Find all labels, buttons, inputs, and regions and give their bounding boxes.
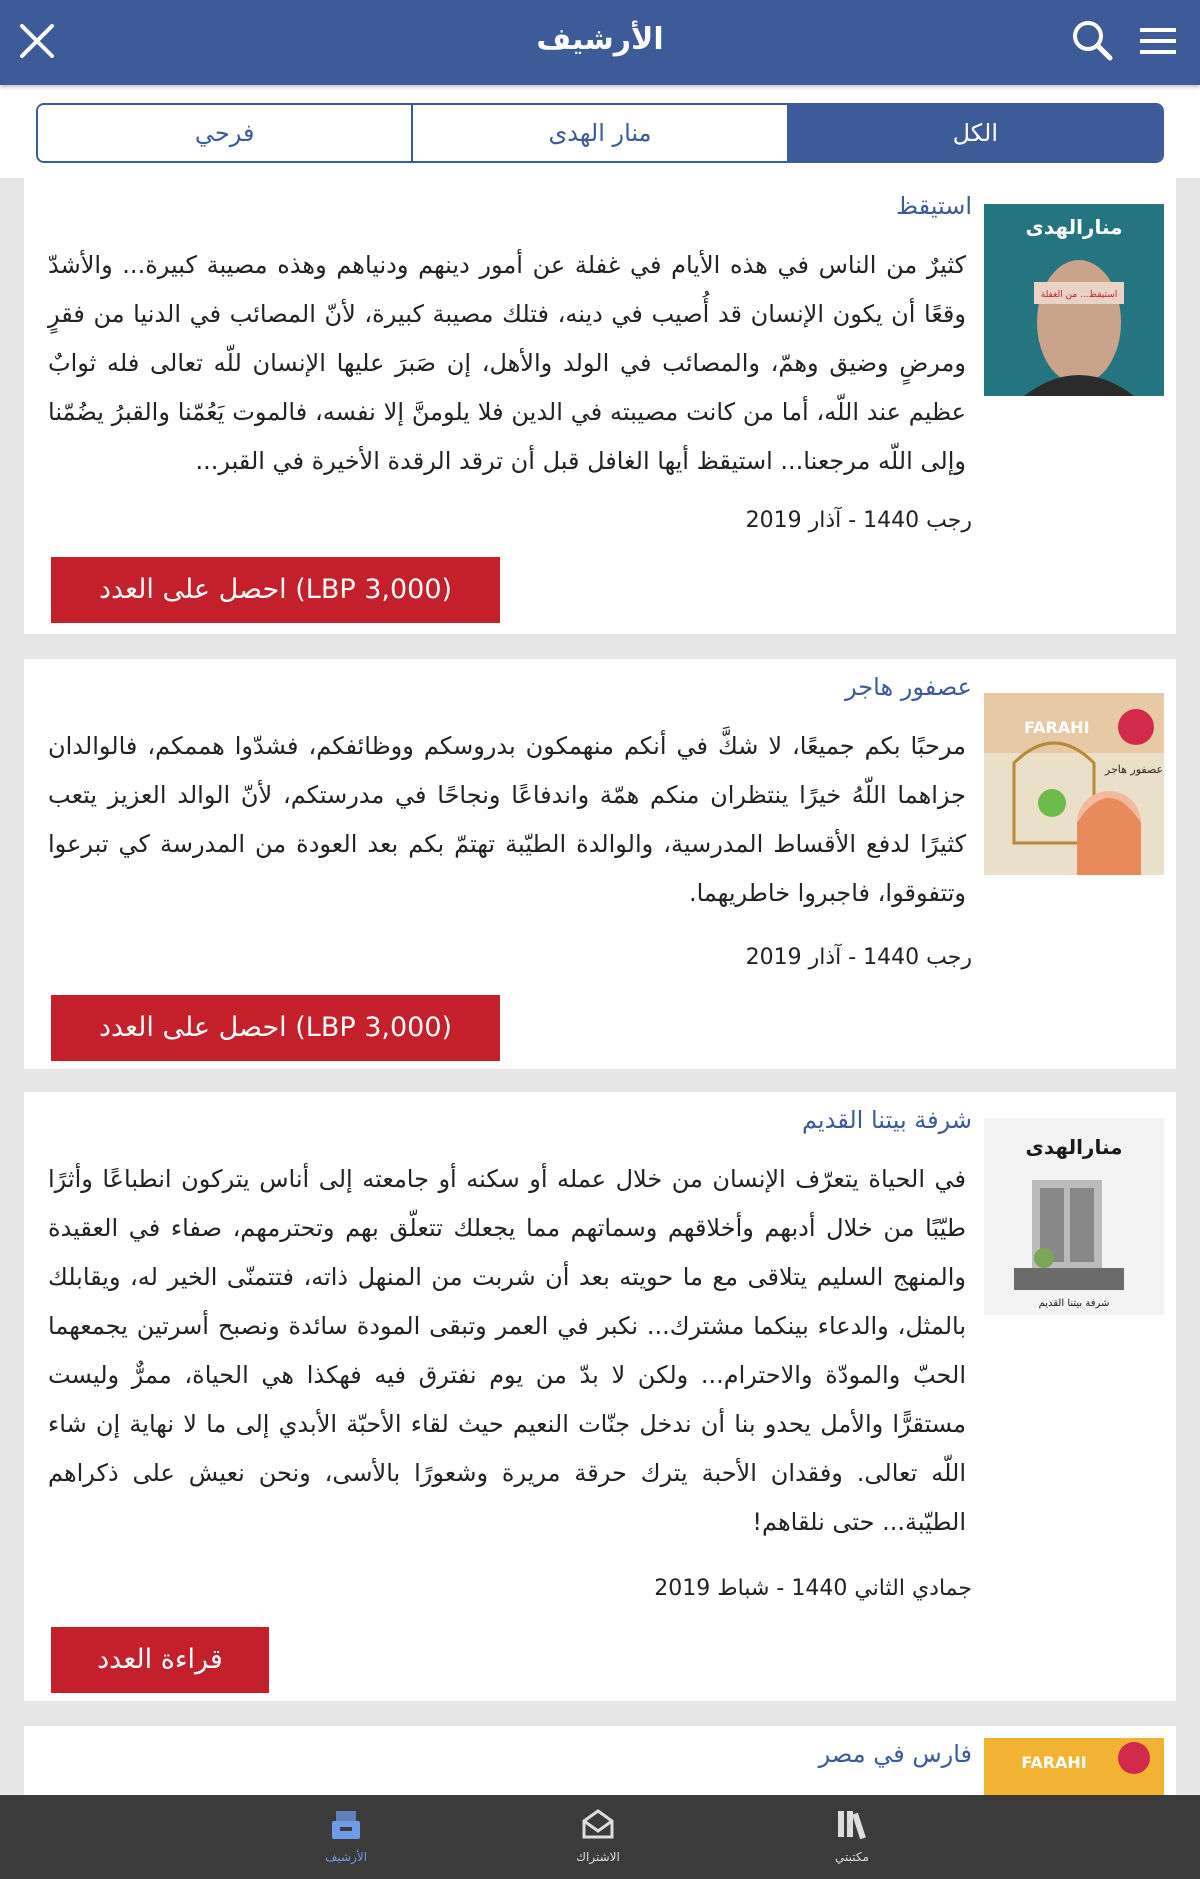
- issue-cover-image[interactable]: [984, 1118, 1164, 1315]
- tab-all[interactable]: الكل: [787, 105, 1162, 161]
- cover-brand-text: منارالهدى: [1025, 1135, 1123, 1159]
- issue-description: في الحياة يتعرّف الإنسان من خلال عمله أو سكنه أو جامعته إلى أناس يتركون انطباعًا وأثرًا طيّبًا من خلال أدبهم وأخلاقهم وسماتهم مما يجعلك تتعلّق بهم وتحترمهم، صفاء في العقيدة والمنهج السليم يتلاقى مع ما حويته بعد أن شربت من المنهل ذاته، فتتمنّى الخير له، ويقابلك بالمثل، والدعاء بينكما مشترك... نكبر في العمر وتبقى المودة سائدة ونصبح أسرتين يجمعهما الحبّ والمودّة والاحترام... ولكن لا بدّ من يوم نفترق فيه فهكذا هي الحياة، ممرٌّ وليست مستقرًّا والأمل يحدو بنا أن ندخل جنّات النعيم حيث لقاء الأحبّة الأبدي إلى ما لا نهاية إن شاء اللّه تعالى. وفقدان الأحبة يترك حرقة مريرة وشعورًا بالأسى، ونحن نعيش على ذكراهم الطيّبة... حتى نلقاهم!: [48, 1165, 966, 1536]
- nav-label: الأرشيف: [324, 1850, 368, 1864]
- issue-card: [24, 178, 1176, 634]
- issue-title[interactable]: استيقظ: [895, 192, 972, 220]
- menu-button[interactable]: [1134, 18, 1182, 64]
- library-icon: [834, 1807, 870, 1843]
- nav-item-my-library[interactable]: [792, 1795, 912, 1879]
- nav-label: مكتبتي: [835, 1850, 869, 1864]
- issues-list[interactable]: [0, 178, 1200, 1795]
- tab-manar-alhuda[interactable]: منار الهدى: [411, 105, 786, 161]
- issue-cover-image[interactable]: [984, 204, 1164, 396]
- subscription-icon: [580, 1807, 616, 1843]
- issue-card: [24, 1726, 1176, 1795]
- issue-title[interactable]: عصفور هاجر: [845, 673, 972, 701]
- archive-icon: [328, 1807, 364, 1843]
- read-issue-button[interactable]: قراءة العدد: [51, 1627, 269, 1693]
- get-issue-button[interactable]: احصل على العدد (LBP 3,000): [51, 995, 500, 1061]
- hamburger-menu-icon: [1134, 18, 1182, 64]
- issue-cover-image[interactable]: [984, 1738, 1164, 1795]
- cover-brand-text: FARAHI: [1021, 1753, 1087, 1772]
- bottom-navigation: [0, 1795, 1200, 1879]
- search-button[interactable]: [1068, 16, 1116, 64]
- tab-farahi[interactable]: فرحي: [38, 105, 411, 161]
- filter-tabs: [36, 103, 1164, 163]
- cover-brand-text: منارالهدى: [1025, 215, 1123, 239]
- issue-card: [24, 1092, 1176, 1701]
- cover-caption-text: استيقظ... من الغفلة: [1040, 290, 1118, 300]
- app-header: [0, 0, 1200, 85]
- issue-date: رجب 1440 - آذار 2019: [745, 945, 972, 970]
- issue-title[interactable]: شرفة بيتنا القديم: [801, 1106, 972, 1134]
- cover-brand-text: FARAHI: [1024, 718, 1090, 737]
- issue-description: مرحبًا بكم جميعًا، لا شكَّ في أنكم منهمكون بدروسكم ووظائفكم، فشدّوا هممكم، فالوالدان جزاهما اللّهُ خيرًا ينتظران منكم همّة واندفاعًا ونجاحًا في مدرستكم، لأنّ الوالد العزيز يتعب كثيرًا لدفع الأقساط المدرسية، والوالدة الطيّبة تهتمّ بكم بعد العودة من المدرسة كي تبرعوا وتتفوقوا، فاجبروا خاطريهما.: [48, 732, 966, 907]
- issue-description: كثيرٌ من الناس في هذه الأيام في غفلة عن أمور دينهم ودنياهم وهذه مصيبة كبيرة... والأشدّ وقعًا أن يكون الإنسان قد أُصيب في دينه، فتلك مصيبة كبيرة، لأنّ المصائب في الدنيا من فقرٍ ومرضٍ وضيق وهمّ، والمصائب في الولد والأهل، إن صَبرَ عليها الإنسان للّه تعالى فله ثوابٌ عظيم عند اللّه، أما من كانت مصيبته في الدين فلا يلومنَّ إلا نفسه، فالموت يَعُمّنا والقبرُ يضُمّنا وإلى اللّه مرجعنا... استيقظ أيها الغافل قبل أن ترقد الرقدة الأخيرة في القبر...: [48, 251, 966, 475]
- cover-caption-text: شرفة بيتنا القديم: [1038, 1298, 1110, 1309]
- nav-item-subscription[interactable]: [538, 1795, 658, 1879]
- filter-tabs-bar: [0, 85, 1200, 178]
- issue-cover-image[interactable]: [984, 693, 1164, 875]
- page-title: الأرشيف: [536, 22, 664, 57]
- get-issue-button[interactable]: احصل على العدد (LBP 3,000): [51, 557, 500, 623]
- search-icon: [1068, 16, 1116, 64]
- issue-date: رجب 1440 - آذار 2019: [745, 508, 972, 533]
- nav-label: الاشتراك: [576, 1850, 620, 1864]
- issue-date: جمادي الثاني 1440 - شباط 2019: [654, 1576, 972, 1601]
- cover-caption-text: عصفور هاجر: [1104, 763, 1164, 776]
- issue-title[interactable]: فارس في مصر: [818, 1740, 972, 1768]
- issue-card: [24, 659, 1176, 1069]
- nav-item-archive[interactable]: [286, 1795, 406, 1879]
